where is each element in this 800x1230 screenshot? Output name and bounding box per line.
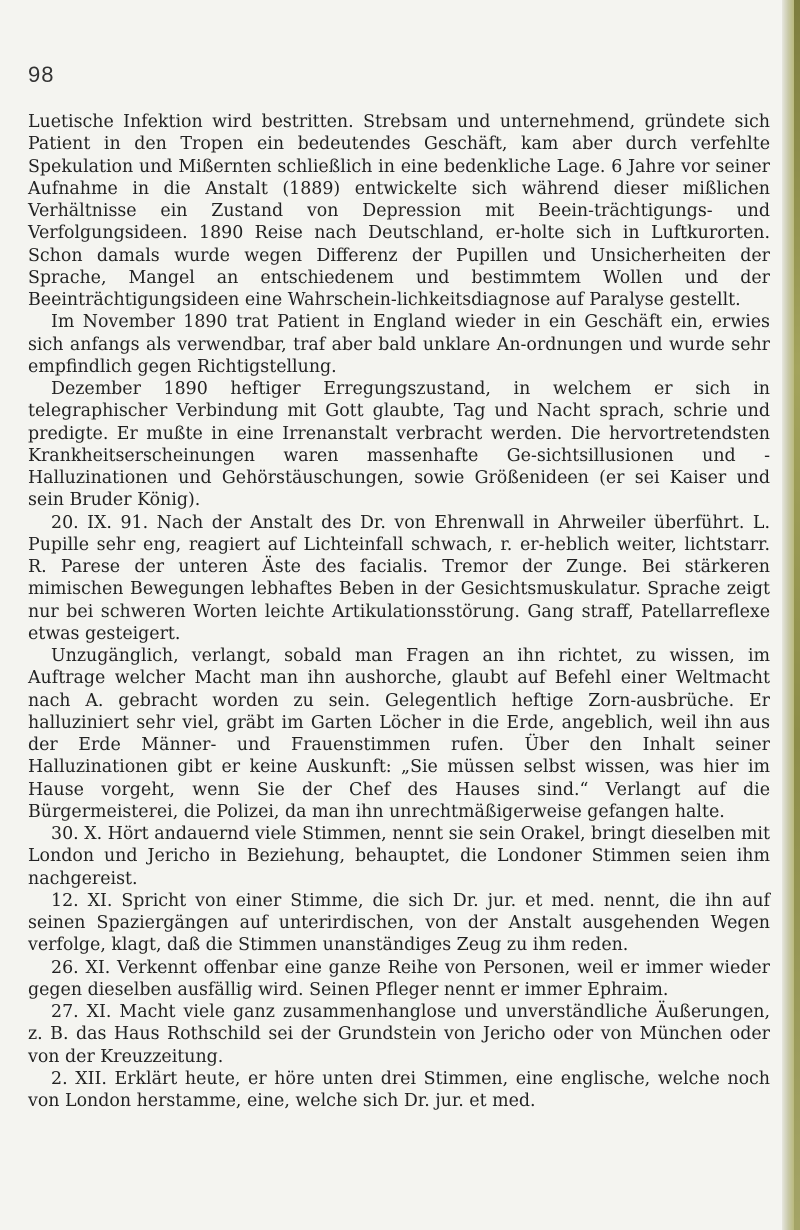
paragraph: Unzugänglich, verlangt, sobald man Fragen an ihn richtet, zu wissen, im Auftrage welcher Macht man ihn aushorche, glaubt auf Befehl einer Weltmacht nach A. gebracht worden zu sein. Gelegentlich heftige Zorn-ausbrüche. Er halluziniert sehr viel, gräbt im Garten Löcher in die Erde, angeblich, weil ihn aus der Erde Männer- und Frauenstimmen rufen. Über den Inhalt seiner Halluzinationen gibt er keine Auskunft: „Sie müssen selbst wissen, was hier im Hause vorgeht, wenn Sie der Chef des Hauses sind.“ Verlangt auf die Bürgermeisterei, die Polizei, da man ihn unrechtmäßigerweise gefangen halte. [28, 646, 770, 822]
paragraph: 30. X. Hört andauernd viele Stimmen, nennt sie sein Orakel, bringt dieselben mit London und Jericho in Beziehung, behauptet, die Londoner Stimmen seien ihm nachgereist. [28, 824, 770, 889]
body-text [28, 111, 770, 1112]
paragraph: Im November 1890 trat Patient in England wieder in ein Geschäft ein, erwies sich anfangs als verwendbar, traf aber bald unklare An-ordnungen und wurde sehr empfindlich gegen Richtigstellung. [28, 312, 770, 377]
paragraph: 20. IX. 91. Nach der Anstalt des Dr. von Ehrenwall in Ahrweiler überführt. L. Pupille sehr eng, reagiert auf Lichteinfall schwach, r. er-heblich weiter, lichtstarr. R. Parese der unteren Äste des facialis. Tremor der Zunge. Bei stärkeren mimischen Bewegungen lebhaftes Beben in der Gesichtsmuskulatur. Sprache zeigt nur bei schweren Worten leichte Artikulationsstörung. Gang straff, Patellarreflexe etwas gesteigert. [28, 512, 770, 644]
paragraph: 27. XI. Macht viele ganz zusammenhanglose und unverständliche Äußerungen, z. B. das Haus Rothschild sei der Grundstein von Jericho oder von München oder von der Kreuzzeitung. [28, 1002, 770, 1067]
paragraph: 2. XII. Erklärt heute, er höre unten drei Stimmen, eine englische, welche noch von London herstamme, eine, welche sich Dr. jur. et med. [28, 1068, 770, 1111]
paragraph: 26. XI. Verkennt offenbar eine ganze Reihe von Personen, weil er immer wieder gegen dieselben ausfällig wird. Seinen Pfleger nennt er immer Ephraim. [28, 957, 770, 1000]
paragraph: Luetische Infektion wird bestritten. Strebsam und unternehmend, gründete sich Patient in den Tropen ein bedeutendes Geschäft, kam aber durch verfehlte Spekulation und Mißernten schließlich in eine bedenkliche Lage. 6 Jahre vor seiner Aufnahme in die Anstalt (1889) entwickelte sich während dieser mißlichen Verhältnisse ein Zustand von Depression mit Beein-trächtigungs- und Verfolgungsideen. 1890 Reise nach Deutschland, er-holte sich in Luftkurorten. Schon damals wurde wegen Differenz der Pupillen und Unsicherheiten der Sprache, Mangel an entschiedenem und bestimmtem Wollen und der Beeinträchtigungsideen eine Wahrschein-lichkeitsdiagnose auf Paralyse gestellt. [28, 112, 770, 310]
page-number: 98 [28, 62, 55, 87]
paragraph: Dezember 1890 heftiger Erregungszustand, in welchem er sich in telegraphischer Verbindung mit Gott glaubte, Tag und Nacht sprach, schrie und predigte. Er mußte in eine Irrenanstalt verbracht werden. Die hervortretendsten Krankheitserscheinungen waren massenhafte Ge-sichtsillusionen und -Halluzinationen und Gehörstäuschungen, sowie Größenideen (er sei Kaiser und sein Bruder König). [28, 379, 770, 511]
page-edge-shadow [794, 0, 800, 1230]
paragraph: 12. XI. Spricht von einer Stimme, die sich Dr. jur. et med. nennt, die ihn auf seinen Spaziergängen auf unterirdischen, von der Anstalt ausgehenden Wegen verfolge, klagt, daß die Stimmen unanständiges Zeug zu ihm reden. [28, 890, 770, 956]
